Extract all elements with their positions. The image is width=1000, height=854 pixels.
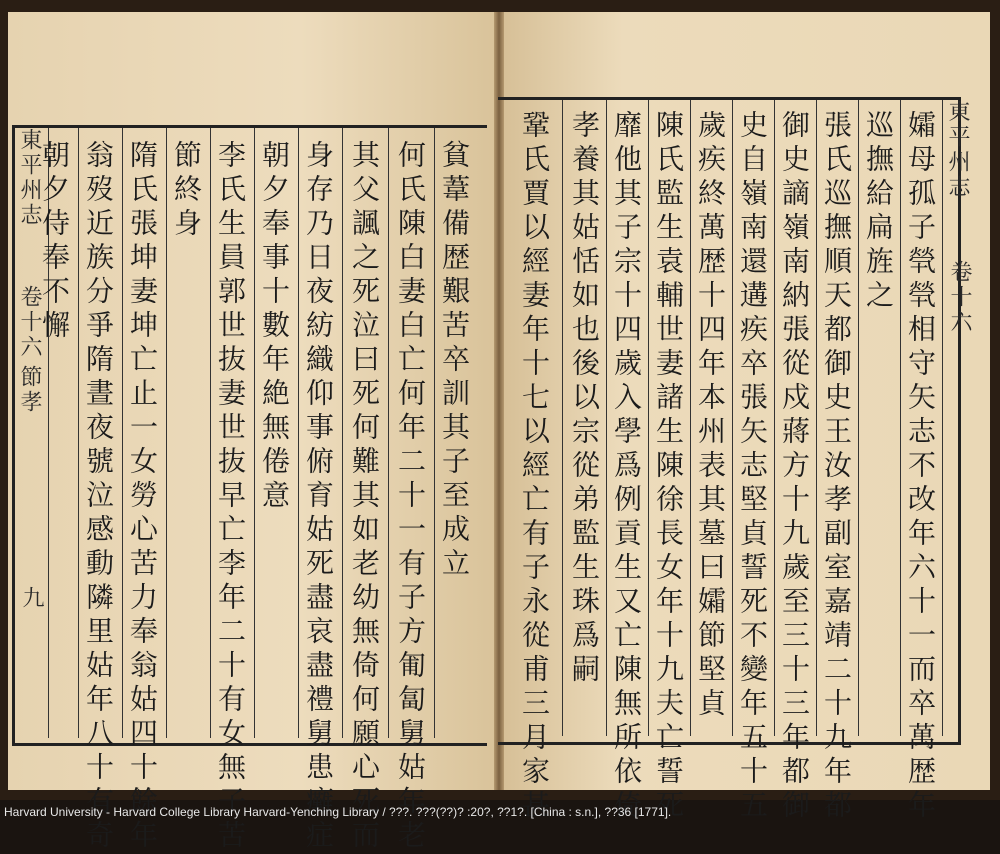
right-page-volume: 卷十六: [947, 260, 972, 335]
right-column-4: 御史謫嶺南納張從戍蔣方十九歲至三十三年都御: [778, 110, 811, 824]
right-column-1: 孀母孤子煢煢相守矢志不改年六十一而卒萬歴年: [904, 110, 937, 824]
left-column-7: 節終身: [170, 140, 203, 242]
right-column-7: 陳氏監生袁輔世妻諸生陳徐長女年十九夫亡誓死: [652, 110, 685, 824]
left-column-5: 朝夕奉事十數年絶無倦意: [258, 140, 291, 514]
left-page-volume: 卷十六: [17, 285, 42, 360]
left-column-2: 何氏陳白妻白亡何年二十一有子方匍匐舅姑年老: [394, 140, 427, 854]
left-column-4: 身存乃日夜紡織仰事俯育姑死盡哀盡禮舅患癱症: [302, 140, 335, 854]
right-column-3: 張氏巡撫順天都御史王汝孝副室嘉靖二十九年都: [820, 110, 853, 824]
left-column-1: 貧葦備歴艱苦卒訓其子至成立: [438, 140, 471, 582]
left-page-section: 節孝: [17, 365, 42, 415]
right-column-10: 鞏氏賈以經妻年十七以經亡有子永從甫三月家甚: [518, 110, 551, 824]
right-column-5: 史自嶺南還遘疾卒張矢志堅貞誓死不變年五十五: [736, 110, 769, 824]
source-footer: Harvard University - Harvard College Library Harvard-Yenching Library / ???. ???(??)? :20?, ??1?. [China : s.n.], ??36 [1771].: [4, 805, 672, 819]
left-column-8: 隋氏張坤妻坤亡止一女勞心苦力奉翁姑四十餘年: [126, 140, 159, 854]
left-page-title: 東平州志: [17, 128, 42, 228]
left-column-10: 朝夕侍奉不懈: [38, 140, 71, 344]
left-page-number: 九: [19, 586, 44, 611]
right-column-9: 孝養其姑恬如也後以宗從弟監生珠爲嗣: [568, 110, 601, 688]
right-column-6: 歲疾終萬歴十四年本州表其墓曰孀節堅貞: [694, 110, 727, 722]
left-column-3: 其父諷之死泣曰死何難其如老幼無倚何願心死而: [348, 140, 381, 854]
left-column-9: 翁歿近族分爭隋晝夜號泣感動隣里姑年八十有奇: [82, 140, 115, 854]
right-column-2: 巡撫給扁旌之: [862, 110, 895, 314]
right-column-8: 靡他其子宗十四歲入學爲例貢生又亡陳無所依倚: [610, 110, 643, 824]
right-page-title: 東平州志: [945, 100, 970, 200]
left-column-6: 李氏生員郭世抜妻世抜早亡李年二十有女無子苦: [214, 140, 247, 854]
